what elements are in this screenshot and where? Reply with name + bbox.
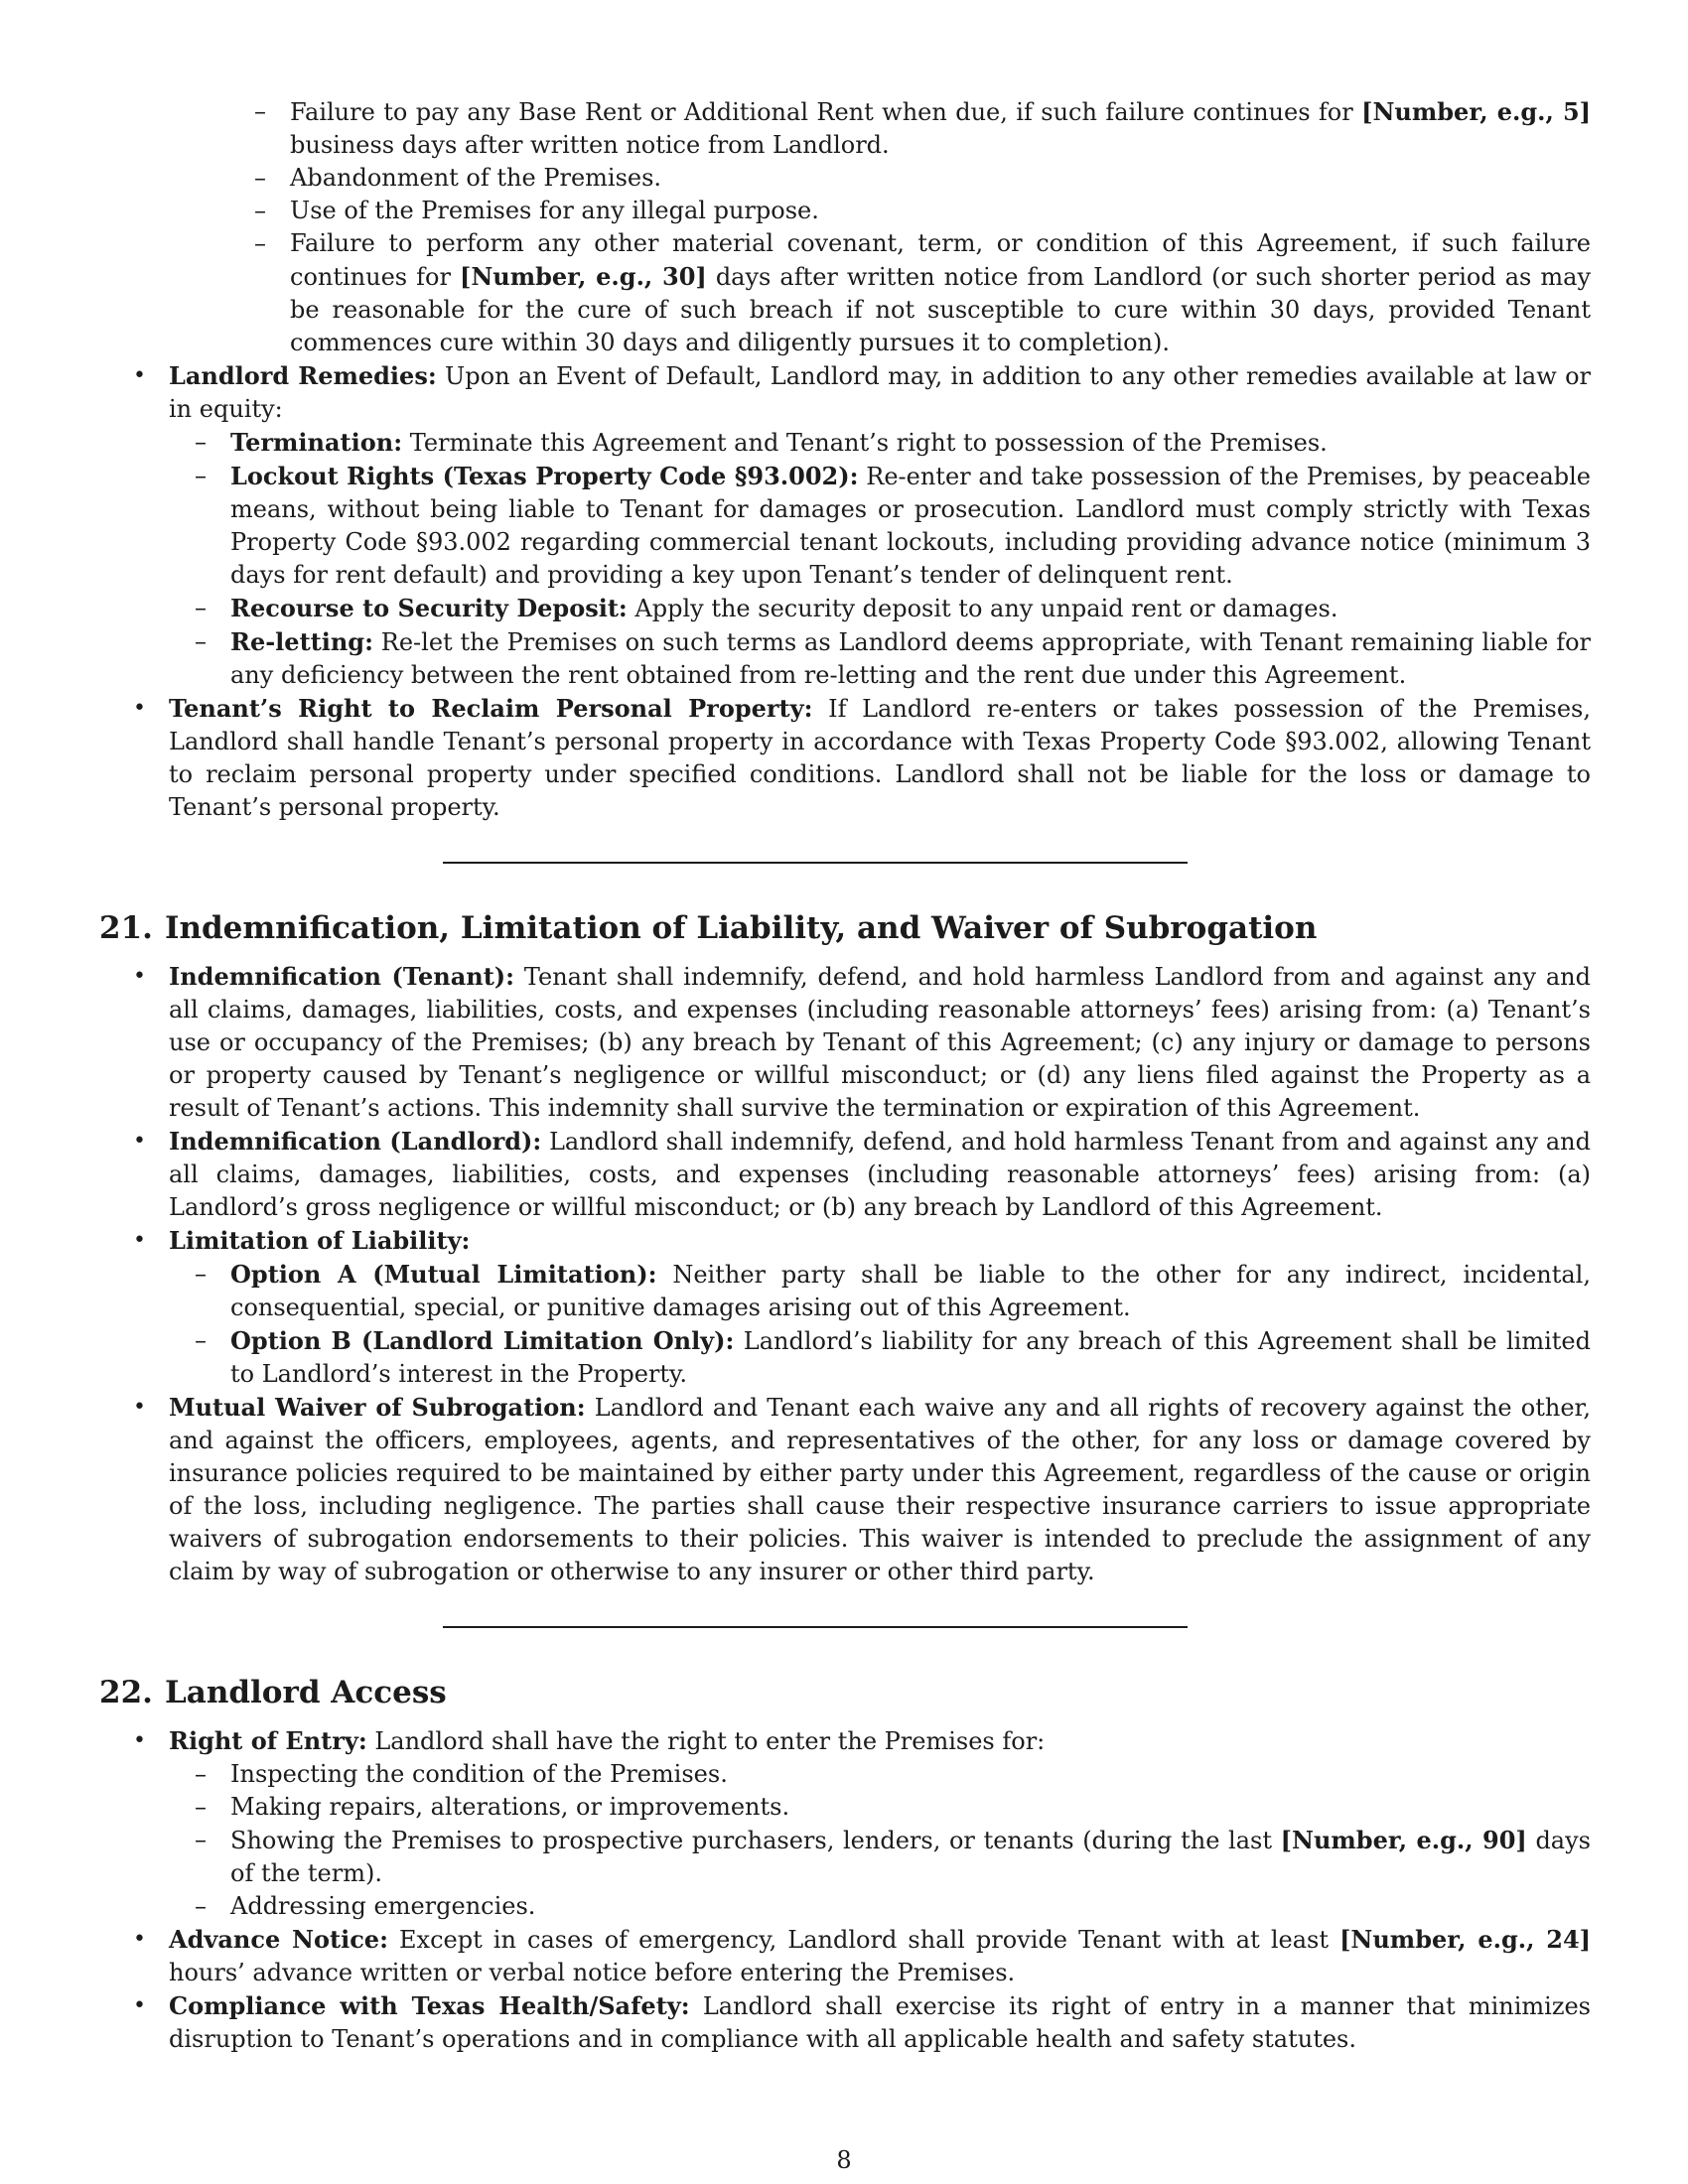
list-item: • Mutual Waiver of Subrogation: Landlord and Tenant each waive any and all rights of recovery against the other, and against the officers, employees, agents, and representatives of the other, for any loss or damage covered by insurance policies required to be maintained by either party under this Agreement, regardless of the cause or origin of the loss, including negligence. The parties shall cause their respective insurance carriers to issue appropriate waivers of subrogation endorsements to their policies. This waiver is intended to preclude the assignment of any claim by way of subrogation or otherwise to any insurer or other third party.: [133, 1393, 1591, 1585]
list-item: – Failure to perform any other material covenant, term, or condition of this Agreement, if such failure continues for [Number, e.g., 30] days after written notice from Landlord (or such shorter period as may be reasonable for the cure of such breach if not susceptible to cure within 30 days, provided Tenant commences cure within 30 days and diligently pursues it to completion).: [254, 229, 1591, 356]
list-item: – Option A (Mutual Limitation): Neither party shall be liable to the other for any indirect, incidental, consequential, special, or punitive damages arising out of this Agreement.: [195, 1260, 1591, 1321]
remedies-list: [99, 359, 1591, 824]
list-item: – Re-letting: Re-let the Premises on such terms as Landlord deems appropriate, with Tenant remaining liable for any deficiency between the rent obtained from re-letting and the rent due under this Agreement.: [195, 627, 1591, 689]
list-item: – Failure to pay any Base Rent or Additional Rent when due, if such failure continues for [Number, e.g., 5] business days after written notice from Landlord.: [254, 97, 1591, 159]
section-21-list: [99, 960, 1591, 1588]
list-item: – Inspecting the condition of the Premises.: [195, 1760, 728, 1788]
list-item: • Limitation of Liability: – Option A (Mutual Limitation): Neither party shall be liable to the other for any indirect, incidental, consequential, special, or punitive damages arising out of this Agreement. – Option B (Landlord Limitation Only): Landlord’s liability for any breach of this Agreement shall be limited to Landlord’s interest in the Property.: [99, 1224, 1591, 1391]
list-item: – Addressing emergencies.: [195, 1892, 536, 1920]
list-item: – Lockout Rights (Texas Property Code §93.002): Re-enter and take possession of the Premises, by peaceable means, without being liable to Tenant for damages or prosecution. Landlord must comply strictly with Texas Property Code §93.002 regarding commercial tenant lockouts, including providing advance notice (minimum 3 days for rent default) and providing a key upon Tenant’s tender of delinquent rent.: [195, 462, 1592, 589]
list-item: • Right of Entry: Landlord shall have the right to enter the Premises for: – Inspecting the condition of the Premises. – Making repairs, alterations, or improvements. – Showing the Premises to prospective purchasers, lenders, or tenants (during the last [Number, e.g., 90] days of the term). – Addressing emergencies.: [99, 1724, 1591, 1923]
list-item: • Landlord Remedies: Upon an Event of Default, Landlord may, in addition to any other remedies available at law or in equity: – Termination: Terminate this Agreement and Tenant’s right to possession of the Premises. – Lockout Rights (Texas Property Code §93.002): Re-enter and take possession of the Premises, by peaceable means, without being liable to Tenant for damages or prosecution. Landlord must comply strictly with Texas Property Code §93.002 regarding commercial tenant lockouts, including providing advance notice (minimum 3 days for rent default) and providing a key upon Tenant’s tender of delinquent rent. – Recourse to Security Deposit: Apply the security deposit to any unpaid rent or damages. – Re-letting: Re-let the Premises on such terms as Landlord deems appropriate, with Tenant remaining liable for any deficiency between the rent obtained from re-letting and the rent due under this Agreement.: [99, 359, 1591, 692]
section-divider: [443, 1626, 1188, 1628]
list-item: – Use of the Premises for any illegal purpose.: [254, 197, 819, 224]
list-item: • Indemnification (Tenant): Tenant shall indemnify, defend, and hold harmless Landlord from and against any and all claims, damages, liabilities, costs, and expenses (including reasonable attorneys’ fees) arising from: (a) Tenant’s use or occupancy of the Premises; (b) any breach by Tenant of this Agreement; (c) any injury or damage to persons or property caused by Tenant’s negligence or willful misconduct; or (d) any liens filed against the Property as a result of Tenant’s actions. This indemnity shall survive the termination or expiration of this Agreement.: [133, 962, 1591, 1122]
list-item: – Option B (Landlord Limitation Only): Landlord’s liability for any breach of this Agreement shall be limited to Landlord’s interest in the Property.: [195, 1326, 1592, 1388]
section-heading-21: 21. Indemnification, Limitation of Liability, and Waiver of Subrogation: [99, 910, 1318, 946]
section-heading-22: 22. Landlord Access: [99, 1675, 447, 1710]
section-22-list: [99, 1724, 1591, 2056]
list-item: – Recourse to Security Deposit: Apply the security deposit to any unpaid rent or damages.: [195, 594, 1338, 622]
list-item: – Making repairs, alterations, or improvements.: [195, 1793, 790, 1821]
list-item: – Termination: Terminate this Agreement and Tenant’s right to possession of the Premises.: [195, 428, 1328, 457]
list-item: – Showing the Premises to prospective purchasers, lenders, or tenants (during the last [Number, e.g., 90] days of the term).: [195, 1826, 1591, 1887]
events-of-default-list: [228, 95, 1591, 359]
list-item: • Indemnification (Landlord): Landlord shall indemnify, defend, and hold harmless Tenant from and against any and all claims, damages, liabilities, costs, and expenses (including reasonable attorneys’ fees) arising from: (a) Landlord’s gross negligence or willful misconduct; or (b) any breach by Landlord of this Agreement.: [133, 1127, 1591, 1221]
list-item: – Abandonment of the Premises.: [254, 164, 662, 192]
section-divider: [443, 862, 1188, 864]
list-item: • Tenant’s Right to Reclaim Personal Property: If Landlord re-enters or takes possession of the Premises, Landlord shall handle Tenant’s personal property in accordance with Texas Property Code §93.002, allowing Tenant to reclaim personal property under specified conditions. Landlord shall not be liable for the loss or damage to Tenant’s personal property.: [133, 694, 1592, 821]
page-number: 8: [836, 2146, 852, 2174]
list-item: • Advance Notice: Except in cases of emergency, Landlord shall provide Tenant with at least [Number, e.g., 24] hours’ advance written or verbal notice before entering the Premises.: [133, 1925, 1591, 1986]
list-item: • Compliance with Texas Health/Safety: Landlord shall exercise its right of entry in a manner that minimizes disruption to Tenant’s operations and in compliance with all applicable health and safety statutes.: [133, 1991, 1591, 2053]
document-page: [99, 95, 1591, 2056]
